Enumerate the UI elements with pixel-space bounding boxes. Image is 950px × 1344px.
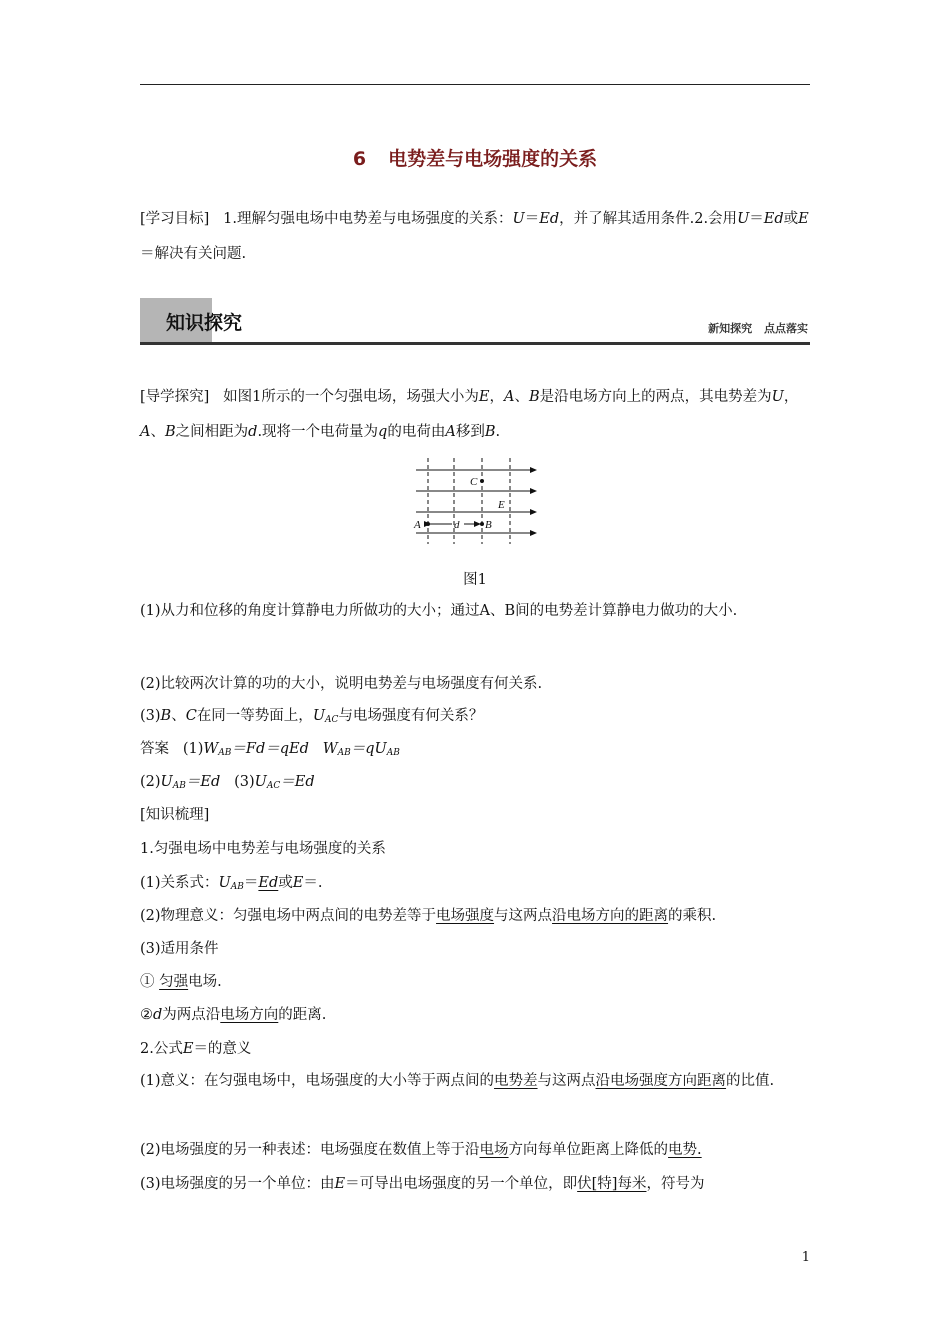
label-d: d — [454, 519, 460, 531]
section-number: 6 — [352, 148, 367, 170]
page-title — [0, 144, 950, 171]
banner-subtitle: 新知探究 点点落实 — [708, 322, 808, 335]
answer-label: 答案 — [140, 741, 169, 757]
question-1: (1)从力和位移的角度计算静电力所做功的大小；通过A、B间的电势差计算静电力做功的大小. — [140, 603, 738, 619]
figure-caption: 图1 — [463, 572, 487, 588]
banner-title: 知识探究 — [166, 312, 243, 334]
question-2: (2)比较两次计算的功的大小，说明电势差与电场强度有何关系. — [140, 676, 543, 692]
guided-exploration: [导学探究] 如图1所示的一个匀强电场，场强大小为E，A、B是沿电场方向上的两点，其电势差为U，A、B之间相距为d.现将一个电荷量为q的电荷由A移到B. — [140, 389, 799, 440]
point-a — [426, 522, 430, 526]
summary-heading-2: 2.公式E＝的意义 — [140, 1041, 252, 1057]
summary-label: [知识梳理] — [140, 807, 210, 823]
condition-2: ②d为两点沿电场方向的距离. — [140, 1007, 327, 1023]
relation-formula: (1)关系式：$U_{AB}=Ed$或E＝. — [140, 875, 323, 892]
section-banner — [140, 298, 810, 345]
summary-heading-1: 1.匀强电场中电势差与电场强度的关系 — [140, 841, 386, 857]
label-c: C — [470, 476, 478, 488]
physical-meaning: (2)物理意义：匀强电场中两点间的电势差等于电场强度与这两点沿电场方向的距离的乘积. — [140, 908, 717, 924]
point-b — [480, 522, 484, 526]
title-text: 电势差与电场强度的关系 — [388, 148, 598, 170]
header-rule — [140, 84, 810, 85]
answer-line-1: 答案 $(1)W_{AB}=Fd=qEd$ $W_{AB}=qU_{AB}$ — [140, 741, 400, 758]
label-b: B — [485, 519, 492, 531]
meaning-2: (2)电场强度的另一种表述：电场强度在数值上等于沿电场方向每单位距离上降低的电势. — [140, 1142, 702, 1158]
exploration-label: [导学探究] — [140, 389, 210, 405]
applicable-conditions: (3)适用条件 — [140, 941, 219, 957]
objectives-label: [学习目标] — [140, 211, 210, 227]
page-number: 1 — [801, 1250, 810, 1265]
answer-line-2: $(2)U_{AB}=Ed$ $(3)U_{AC}=Ed$ — [140, 774, 315, 791]
question-3: (3)B、C在同一等势面上，$U_{AC}$与电场强度有何关系？ — [140, 708, 484, 725]
label-e: E — [498, 499, 505, 511]
label-a: A — [414, 519, 421, 531]
meaning-1: (1)意义：在匀强电场中，电场强度的大小等于两点间的电势差与这两点沿电场强度方向距离的比值. — [140, 1073, 775, 1089]
point-c — [480, 479, 484, 483]
meaning-3: (3)电场强度的另一个单位：由E＝可导出电场强度的另一个单位，即伏[特]每米，符号为 — [140, 1176, 705, 1192]
learning-objectives: [学习目标] 1.理解匀强电场中电势差与电场强度的关系：U＝Ed，并了解其适用条件.2.会用U＝Ed或E＝解决有关问题. — [140, 211, 809, 262]
figure-uniform-field — [408, 458, 544, 546]
condition-1: ① 匀强电场. — [140, 974, 222, 990]
